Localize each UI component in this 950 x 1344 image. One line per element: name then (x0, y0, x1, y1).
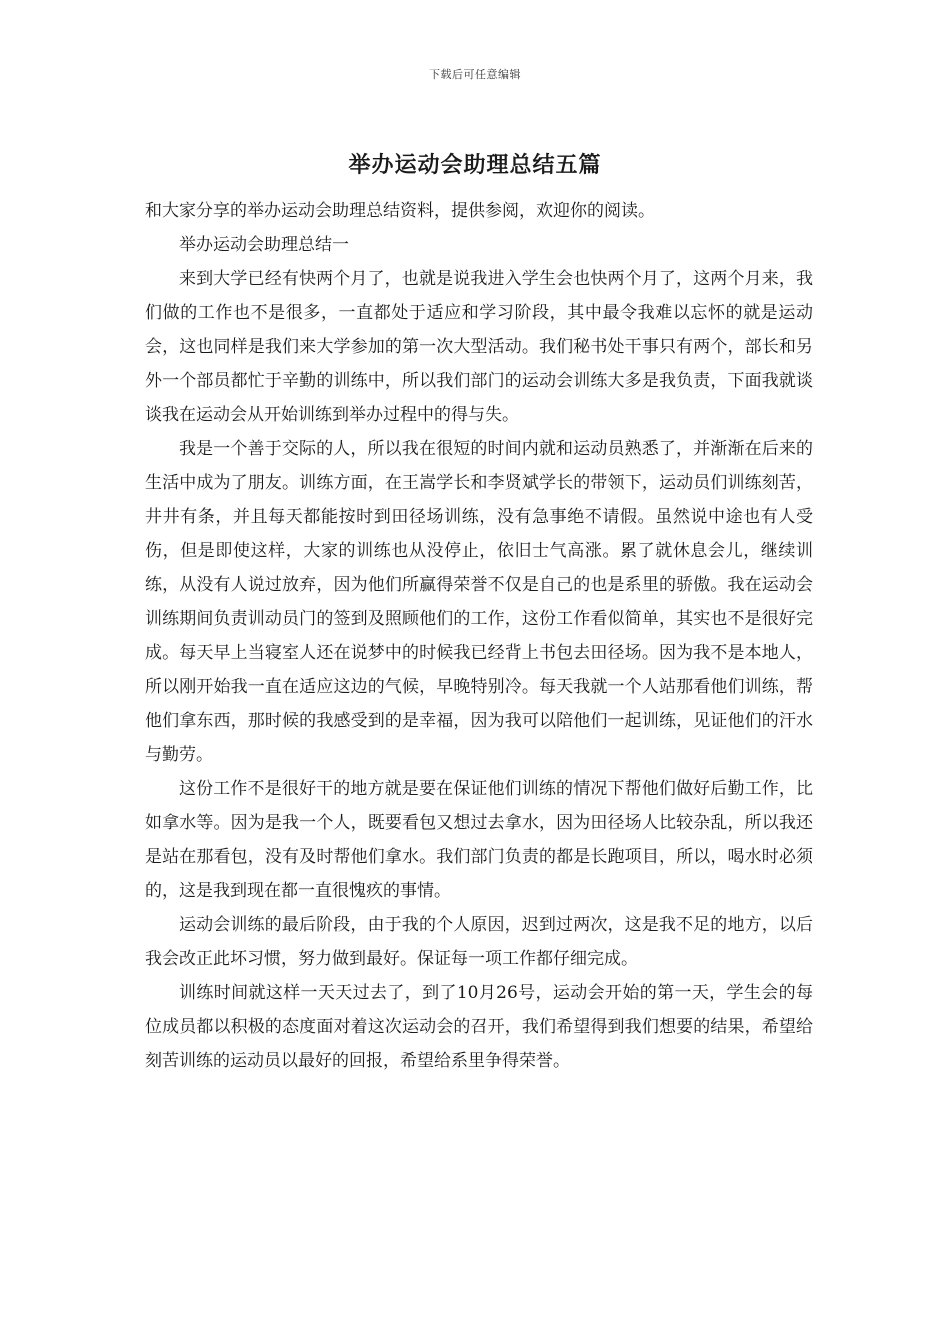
section-heading: 举办运动会助理总结一 (179, 235, 349, 255)
document-title: 举办运动会助理总结五篇 (348, 152, 602, 178)
header-note: 下载后可任意编辑 (429, 68, 521, 81)
body-paragraph: 训练时间就这样一天天过去了，到了10月26号，运动会开始的第一天，学生会的每位成员都以积极的态度面对着这次运动会的召开，我们希望得到我们想要的结果，希望给刻苦训练的运动员以最好的回报，希望给系里争得荣誉。 (145, 983, 813, 1071)
body-paragraph: 这份工作不是很好干的地方就是要在保证他们训练的情况下帮他们做好后勤工作，比如拿水等。因为是我一个人，既要看包又想过去拿水，因为田径场人比较杂乱，所以我还是站在那看包，没有及时帮他们拿水。我们部门负责的都是长跑项目，所以，喝水时必须的，这是我到现在都一直很愧疚的事情。 (145, 779, 813, 901)
document-body (145, 194, 813, 1078)
body-paragraph: 运动会训练的最后阶段，由于我的个人原因，迟到过两次，这是我不足的地方，以后我会改正此坏习惯，努力做到最好。保证每一项工作都仔细完成。 (145, 915, 813, 969)
body-paragraph: 我是一个善于交际的人，所以我在很短的时间内就和运动员熟悉了，并渐渐在后来的生活中成为了朋友。训练方面，在王嵩学长和李贤斌学长的带领下，运动员们训练刻苦，井井有条，并且每天都能按时到田径场训练，没有急事绝不请假。虽然说中途也有人受伤，但是即使这样，大家的训练也从没停止，依旧士气高涨。累了就休息会儿，继续训练，从没有人说过放弃，因为他们所赢得荣誉不仅是自己的也是系里的骄傲。我在运动会训练期间负责训动员门的签到及照顾他们的工作，这份工作看似简单，其实也不是很好完成。每天早上当寝室人还在说梦中的时候我已经背上书包去田径场。因为我不是本地人，所以刚开始我一直在适应这边的气候，早晚特别冷。每天我就一个人站那看他们训练，帮他们拿东西，那时候的我感受到的是幸福，因为我可以陪他们一起训练，见证他们的汗水与勤劳。 (145, 439, 813, 765)
intro-paragraph: 和大家分享的举办运动会助理总结资料，提供参阅，欢迎你的阅读。 (145, 201, 655, 221)
body-paragraph: 来到大学已经有快两个月了，也就是说我进入学生会也快两个月了，这两个月来，我们做的工作也不是很多，一直都处于适应和学习阶段，其中最令我难以忘怀的就是运动会，这也同样是我们来大学参加的第一次大型活动。我们秘书处干事只有两个，部长和另外一个部员都忙于辛勤的训练中，所以我们部门的运动会训练大多是我负责，下面我就谈谈我在运动会从开始训练到举办过程中的得与失。 (145, 269, 813, 425)
